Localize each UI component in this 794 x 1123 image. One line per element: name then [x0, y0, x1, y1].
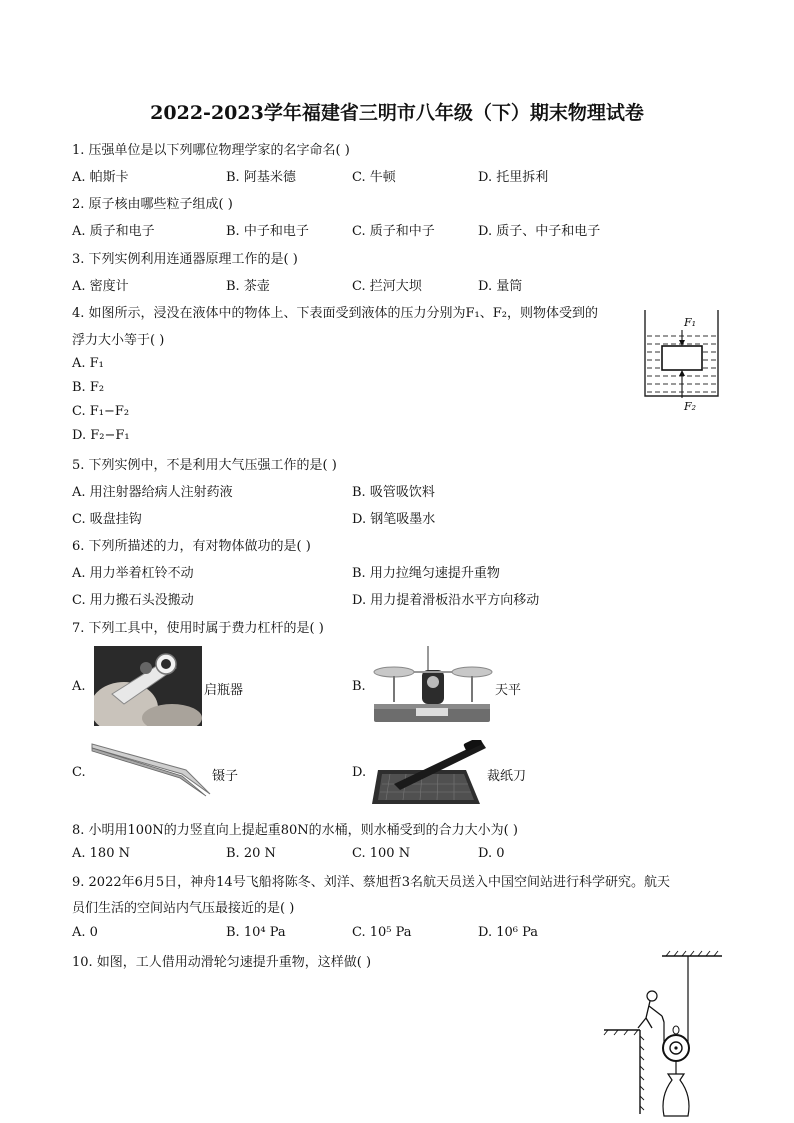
tweezers-photo: [90, 738, 214, 800]
force-label-f1: F₁: [684, 316, 697, 329]
question-6-stem: 6. 下列所描述的力，有对物体做功的是( ): [72, 539, 311, 554]
q4-option-d: D. F₂−F₁: [72, 428, 130, 443]
q4-option-a: A. F₁: [72, 356, 104, 371]
q9-option-b: B. 10⁴ Pa: [226, 925, 286, 940]
q8-option-d: D. 0: [478, 846, 505, 861]
question-1-stem: 1. 压强单位是以下列哪位物理学家的名字命名( ): [72, 143, 350, 158]
q2-option-b: B. 中子和电子: [226, 224, 309, 239]
q7-option-b: B.: [352, 679, 366, 694]
q9-option-a: A. 0: [72, 925, 98, 940]
q9-option-d: D. 10⁶ Pa: [478, 925, 539, 940]
q8-option-b: B. 20 N: [226, 846, 276, 861]
q7-option-c: C.: [72, 765, 86, 780]
question-8-stem: 8. 小明用100N的力竖直向上提起重80N的水桶，则水桶受到的合力大小为( ): [72, 823, 518, 838]
q5-option-a: A. 用注射器给病人注射药液: [72, 485, 233, 500]
movable-pulley-figure: [600, 950, 724, 1118]
q5-option-c: C. 吸盘挂钩: [72, 512, 142, 527]
tool-label-paper-cutter: 裁纸刀: [487, 769, 527, 784]
q3-option-c: C. 拦河大坝: [352, 279, 422, 294]
question-4-stem-cont: 浮力大小等于( ): [72, 333, 165, 348]
q7-option-d: D.: [352, 765, 367, 780]
q2-option-c: C. 质子和中子: [352, 224, 435, 239]
q6-option-d: D. 用力提着滑板沿水平方向移动: [352, 593, 540, 608]
question-3-stem: 3. 下列实例利用连通器原理工作的是( ): [72, 252, 298, 267]
q4-option-c: C. F₁−F₂: [72, 404, 130, 419]
q2-option-a: A. 质子和电子: [72, 224, 155, 239]
page-title: 2022-2023学年福建省三明市八年级（下）期末物理试卷: [150, 102, 644, 124]
q6-option-c: C. 用力搬石头没搬动: [72, 593, 194, 608]
question-9-stem-cont: 员们生活的空间站内气压最接近的是( ): [72, 901, 295, 916]
q6-option-b: B. 用力拉绳匀速提升重物: [352, 566, 500, 581]
tool-label-tweezers: 镊子: [212, 769, 239, 784]
q1-option-d: D. 托里拆利: [478, 170, 549, 185]
q3-option-d: D. 量筒: [478, 279, 523, 294]
q5-option-d: D. 钢笔吸墨水: [352, 512, 436, 527]
force-label-f2: F₂: [684, 400, 697, 413]
q3-option-a: A. 密度计: [72, 279, 129, 294]
q9-option-c: C. 10⁵ Pa: [352, 925, 412, 940]
q6-option-a: A. 用力举着杠铃不动: [72, 566, 194, 581]
question-5-stem: 5. 下列实例中，不是利用大气压强工作的是( ): [72, 458, 337, 473]
q8-option-a: A. 180 N: [72, 846, 130, 861]
q2-option-d: D. 质子、中子和电子: [478, 224, 601, 239]
q7-option-a: A.: [72, 679, 86, 694]
balance-scale-photo: [370, 642, 494, 724]
question-4-stem: 4. 如图所示，浸没在液体中的物体上、下表面受到液体的压力分别为F₁、F₂，则物体受到的: [72, 306, 598, 321]
q1-option-b: B. 阿基米德: [226, 170, 296, 185]
q1-option-c: C. 牛顿: [352, 170, 396, 185]
q4-option-b: B. F₂: [72, 380, 105, 395]
question-2-stem: 2. 原子核由哪些粒子组成( ): [72, 197, 233, 212]
question-9-stem: 9. 2022年6月5日，神舟14号飞船将陈冬、刘洋、蔡旭哲3名航天员送入中国空间站进行科学研究。航天: [72, 875, 670, 890]
q3-option-b: B. 茶壶: [226, 279, 270, 294]
tool-label-bottle-opener: 启瓶器: [204, 683, 244, 698]
bottle-opener-photo: [94, 646, 202, 726]
paper-cutter-photo: [370, 740, 486, 808]
q5-option-b: B. 吸管吸饮料: [352, 485, 435, 500]
liquid-container-figure: [640, 308, 722, 418]
question-10-stem: 10. 如图，工人借用动滑轮匀速提升重物，这样做( ): [72, 955, 372, 970]
q8-option-c: C. 100 N: [352, 846, 411, 861]
question-7-stem: 7. 下列工具中，使用时属于费力杠杆的是( ): [72, 621, 324, 636]
tool-label-balance: 天平: [495, 683, 522, 698]
q1-option-a: A. 帕斯卡: [72, 170, 129, 185]
